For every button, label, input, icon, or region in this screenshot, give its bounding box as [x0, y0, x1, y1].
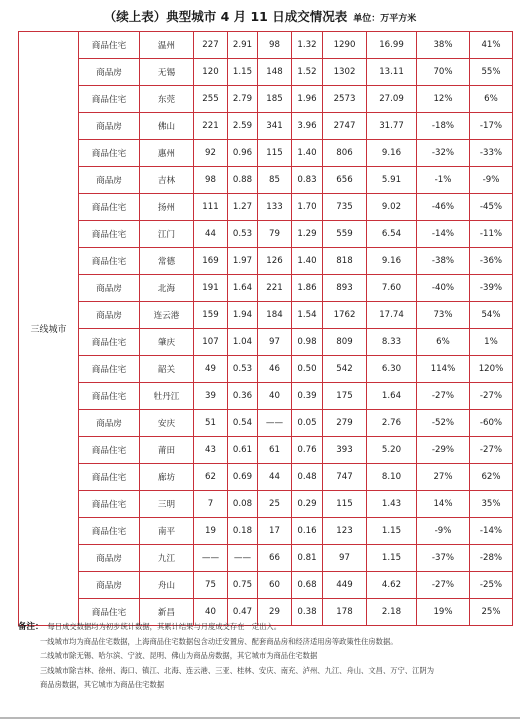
percent-cell: -46%	[417, 194, 470, 221]
percent-cell: -18%	[417, 113, 470, 140]
value-cell: 0.75	[228, 572, 258, 599]
city-cell: 无锡	[140, 59, 194, 86]
title-text: （续上表）典型城市 4 月 11 日成交情况表	[103, 9, 348, 24]
value-cell: 0.81	[292, 545, 323, 572]
city-cell: 韶关	[140, 356, 194, 383]
city-cell: 肇庆	[140, 329, 194, 356]
city-cell: 新昌	[140, 599, 194, 626]
value-cell: 5.20	[367, 437, 417, 464]
value-cell: 1.64	[367, 383, 417, 410]
housing-type-cell: 商品住宅	[79, 518, 140, 545]
percent-cell: -27%	[417, 572, 470, 599]
value-cell: 1.04	[228, 329, 258, 356]
table-row	[19, 86, 513, 113]
percent-cell: -33%	[470, 140, 513, 167]
value-cell: 1762	[323, 302, 367, 329]
value-cell: 1.54	[292, 302, 323, 329]
value-cell: 66	[258, 545, 292, 572]
housing-type-cell: 商品住宅	[79, 32, 140, 59]
city-cell: 廊坊	[140, 464, 194, 491]
housing-type-cell: 商品住宅	[79, 383, 140, 410]
value-cell: 0.88	[228, 167, 258, 194]
table-row	[19, 221, 513, 248]
percent-cell: -14%	[470, 518, 513, 545]
value-cell: 17.74	[367, 302, 417, 329]
value-cell: 85	[258, 167, 292, 194]
percent-cell: -39%	[470, 275, 513, 302]
value-cell: 17	[258, 518, 292, 545]
housing-type-cell: 商品房	[79, 59, 140, 86]
value-cell: 341	[258, 113, 292, 140]
value-cell: 7.60	[367, 275, 417, 302]
value-cell: 2.18	[367, 599, 417, 626]
value-cell: 1302	[323, 59, 367, 86]
value-cell: 169	[194, 248, 228, 275]
housing-type-cell: 商品房	[79, 410, 140, 437]
percent-cell: 41%	[470, 32, 513, 59]
value-cell: 159	[194, 302, 228, 329]
value-cell: ——	[194, 545, 228, 572]
percent-cell: 1%	[470, 329, 513, 356]
percent-cell: 14%	[417, 491, 470, 518]
value-cell: 133	[258, 194, 292, 221]
value-cell: 31.77	[367, 113, 417, 140]
value-cell: 393	[323, 437, 367, 464]
value-cell: 542	[323, 356, 367, 383]
housing-type-cell: 商品房	[79, 545, 140, 572]
value-cell: 9.16	[367, 248, 417, 275]
city-cell: 三明	[140, 491, 194, 518]
housing-type-cell: 商品住宅	[79, 356, 140, 383]
value-cell: 0.76	[292, 437, 323, 464]
value-cell: 107	[194, 329, 228, 356]
value-cell: 1.40	[292, 248, 323, 275]
value-cell: 0.68	[292, 572, 323, 599]
percent-cell: -37%	[417, 545, 470, 572]
value-cell: 111	[194, 194, 228, 221]
value-cell: 0.54	[228, 410, 258, 437]
value-cell: 97	[323, 545, 367, 572]
value-cell: 0.47	[228, 599, 258, 626]
city-cell: 九江	[140, 545, 194, 572]
value-cell: 227	[194, 32, 228, 59]
housing-type-cell: 商品房	[79, 572, 140, 599]
value-cell: 1.29	[292, 221, 323, 248]
city-cell: 莆田	[140, 437, 194, 464]
city-cell: 牡丹江	[140, 383, 194, 410]
percent-cell: 62%	[470, 464, 513, 491]
percent-cell: 6%	[470, 86, 513, 113]
value-cell: 115	[323, 491, 367, 518]
table-row	[19, 383, 513, 410]
page-title	[0, 7, 520, 25]
table-row	[19, 59, 513, 86]
value-cell: 178	[323, 599, 367, 626]
value-cell: 5.91	[367, 167, 417, 194]
value-cell: 19	[194, 518, 228, 545]
table-row	[19, 491, 513, 518]
value-cell: 13.11	[367, 59, 417, 86]
city-cell: 吉林	[140, 167, 194, 194]
percent-cell: 38%	[417, 32, 470, 59]
percent-cell: -40%	[417, 275, 470, 302]
value-cell: 0.29	[292, 491, 323, 518]
table-row	[19, 329, 513, 356]
value-cell: 0.69	[228, 464, 258, 491]
percent-cell: -27%	[417, 383, 470, 410]
value-cell: 0.05	[292, 410, 323, 437]
percent-cell: -45%	[470, 194, 513, 221]
value-cell: 123	[323, 518, 367, 545]
value-cell: ——	[258, 410, 292, 437]
value-cell: 29	[258, 599, 292, 626]
percent-cell: 27%	[417, 464, 470, 491]
value-cell: 2573	[323, 86, 367, 113]
percent-cell: -60%	[470, 410, 513, 437]
table-row	[19, 32, 513, 59]
percent-cell: -28%	[470, 545, 513, 572]
value-cell: 2.79	[228, 86, 258, 113]
value-cell: 9.16	[367, 140, 417, 167]
value-cell: 9.02	[367, 194, 417, 221]
value-cell: 79	[258, 221, 292, 248]
city-cell: 佛山	[140, 113, 194, 140]
percent-cell: -9%	[470, 167, 513, 194]
value-cell: 40	[194, 599, 228, 626]
percent-cell: 25%	[470, 599, 513, 626]
value-cell: 39	[194, 383, 228, 410]
value-cell: 0.08	[228, 491, 258, 518]
percent-cell: -36%	[470, 248, 513, 275]
value-cell: 0.50	[292, 356, 323, 383]
housing-type-cell: 商品房	[79, 302, 140, 329]
value-cell: 44	[194, 221, 228, 248]
value-cell: 279	[323, 410, 367, 437]
value-cell: 0.48	[292, 464, 323, 491]
value-cell: 0.98	[292, 329, 323, 356]
value-cell: 893	[323, 275, 367, 302]
city-cell: 连云港	[140, 302, 194, 329]
value-cell: 43	[194, 437, 228, 464]
table-row	[19, 437, 513, 464]
housing-type-cell: 商品住宅	[79, 464, 140, 491]
table-row	[19, 302, 513, 329]
value-cell: 1.15	[367, 518, 417, 545]
value-cell: 0.53	[228, 221, 258, 248]
city-cell: 惠州	[140, 140, 194, 167]
value-cell: 1.86	[292, 275, 323, 302]
city-cell: 舟山	[140, 572, 194, 599]
value-cell: 8.33	[367, 329, 417, 356]
value-cell: 40	[258, 383, 292, 410]
table-row	[19, 572, 513, 599]
value-cell: 0.53	[228, 356, 258, 383]
value-cell: 184	[258, 302, 292, 329]
value-cell: 2.91	[228, 32, 258, 59]
value-cell: 1290	[323, 32, 367, 59]
note-line-5: 商品房数据，其它城市为商品住宅数据	[40, 680, 165, 689]
notes-section	[18, 620, 512, 693]
value-cell: 0.83	[292, 167, 323, 194]
percent-cell: 120%	[470, 356, 513, 383]
value-cell: 191	[194, 275, 228, 302]
value-cell: 8.10	[367, 464, 417, 491]
city-cell: 江门	[140, 221, 194, 248]
value-cell: 0.38	[292, 599, 323, 626]
value-cell: 2747	[323, 113, 367, 140]
value-cell: 1.97	[228, 248, 258, 275]
value-cell: 1.94	[228, 302, 258, 329]
city-cell: 安庆	[140, 410, 194, 437]
value-cell: 126	[258, 248, 292, 275]
value-cell: 1.40	[292, 140, 323, 167]
table-row	[19, 113, 513, 140]
value-cell: 2.76	[367, 410, 417, 437]
housing-type-cell: 商品住宅	[79, 194, 140, 221]
percent-cell: -27%	[470, 437, 513, 464]
value-cell: 1.70	[292, 194, 323, 221]
value-cell: 1.15	[228, 59, 258, 86]
value-cell: 25	[258, 491, 292, 518]
value-cell: 6.30	[367, 356, 417, 383]
note-line-1: 每日成交数据均为初步统计数据，其累计结果与月度成交存在一定出入。	[47, 622, 282, 631]
value-cell: 60	[258, 572, 292, 599]
value-cell: 1.32	[292, 32, 323, 59]
city-cell: 常德	[140, 248, 194, 275]
value-cell: 92	[194, 140, 228, 167]
housing-type-cell: 商品住宅	[79, 329, 140, 356]
value-cell: 1.52	[292, 59, 323, 86]
value-cell: 16.99	[367, 32, 417, 59]
value-cell: 75	[194, 572, 228, 599]
percent-cell: -38%	[417, 248, 470, 275]
percent-cell: 54%	[470, 302, 513, 329]
value-cell: 51	[194, 410, 228, 437]
table-row	[19, 545, 513, 572]
value-cell: 735	[323, 194, 367, 221]
housing-type-cell: 商品住宅	[79, 491, 140, 518]
region-cell: 三线城市	[19, 32, 79, 626]
value-cell: 120	[194, 59, 228, 86]
value-cell: 0.16	[292, 518, 323, 545]
table-row	[19, 464, 513, 491]
percent-cell: -17%	[470, 113, 513, 140]
value-cell: 1.27	[228, 194, 258, 221]
value-cell: 148	[258, 59, 292, 86]
table-row	[19, 518, 513, 545]
percent-cell: 70%	[417, 59, 470, 86]
value-cell: 46	[258, 356, 292, 383]
percent-cell: -9%	[417, 518, 470, 545]
housing-type-cell: 商品住宅	[79, 140, 140, 167]
percent-cell: -29%	[417, 437, 470, 464]
unit-label: 单位：万平方米	[353, 14, 417, 24]
notes-label: 备注：	[18, 622, 44, 632]
percent-cell: 73%	[417, 302, 470, 329]
value-cell: 2.59	[228, 113, 258, 140]
table-row	[19, 140, 513, 167]
value-cell: 7	[194, 491, 228, 518]
percent-cell: -14%	[417, 221, 470, 248]
city-cell: 温州	[140, 32, 194, 59]
value-cell: 0.96	[228, 140, 258, 167]
city-cell: 扬州	[140, 194, 194, 221]
table-row	[19, 248, 513, 275]
percent-cell: 114%	[417, 356, 470, 383]
value-cell: 1.15	[367, 545, 417, 572]
percent-cell: 12%	[417, 86, 470, 113]
table-row	[19, 356, 513, 383]
value-cell: 0.39	[292, 383, 323, 410]
value-cell: 221	[258, 275, 292, 302]
table-row	[19, 275, 513, 302]
percent-cell: -32%	[417, 140, 470, 167]
value-cell: 1.64	[228, 275, 258, 302]
value-cell: ——	[228, 545, 258, 572]
value-cell: 27.09	[367, 86, 417, 113]
percent-cell: -27%	[470, 383, 513, 410]
value-cell: 3.96	[292, 113, 323, 140]
percent-cell: 55%	[470, 59, 513, 86]
value-cell: 62	[194, 464, 228, 491]
housing-type-cell: 商品住宅	[79, 221, 140, 248]
value-cell: 49	[194, 356, 228, 383]
value-cell: 98	[258, 32, 292, 59]
percent-cell: -25%	[470, 572, 513, 599]
value-cell: 818	[323, 248, 367, 275]
percent-cell: 35%	[470, 491, 513, 518]
percent-cell: 19%	[417, 599, 470, 626]
note-line-4: 三线城市除吉林、徐州、海口、镇江、北海、连云港、三亚、桂林、安庆、南充、泸州、九江、舟山、文昌、万宁、江阴为	[40, 665, 435, 675]
value-cell: 97	[258, 329, 292, 356]
percent-cell: 6%	[417, 329, 470, 356]
percent-cell: -11%	[470, 221, 513, 248]
value-cell: 44	[258, 464, 292, 491]
value-cell: 6.54	[367, 221, 417, 248]
value-cell: 255	[194, 86, 228, 113]
value-cell: 221	[194, 113, 228, 140]
housing-type-cell: 商品住宅	[79, 599, 140, 626]
note-line-3: 二线城市除无锡、哈尔滨、宁波、昆明、佛山为商品房数据，其它城市为商品住宅数据	[40, 651, 318, 660]
city-cell: 南平	[140, 518, 194, 545]
value-cell: 806	[323, 140, 367, 167]
value-cell: 0.36	[228, 383, 258, 410]
table-row	[19, 194, 513, 221]
note-line-2: 一线城市均为商品住宅数据，上海商品住宅数据包含动迁安置房、配套商品房和经济适用房等政策性住房数据。	[40, 636, 398, 646]
value-cell: 1.43	[367, 491, 417, 518]
value-cell: 559	[323, 221, 367, 248]
table-row	[19, 167, 513, 194]
value-cell: 747	[323, 464, 367, 491]
value-cell: 656	[323, 167, 367, 194]
housing-type-cell: 商品房	[79, 167, 140, 194]
housing-type-cell: 商品住宅	[79, 86, 140, 113]
value-cell: 61	[258, 437, 292, 464]
value-cell: 0.61	[228, 437, 258, 464]
table-row	[19, 410, 513, 437]
housing-type-cell: 商品房	[79, 113, 140, 140]
value-cell: 98	[194, 167, 228, 194]
housing-type-cell: 商品房	[79, 275, 140, 302]
city-cell: 东莞	[140, 86, 194, 113]
transaction-table	[18, 31, 513, 626]
city-cell: 北海	[140, 275, 194, 302]
value-cell: 449	[323, 572, 367, 599]
value-cell: 809	[323, 329, 367, 356]
value-cell: 1.96	[292, 86, 323, 113]
housing-type-cell: 商品住宅	[79, 248, 140, 275]
value-cell: 185	[258, 86, 292, 113]
value-cell: 175	[323, 383, 367, 410]
percent-cell: -52%	[417, 410, 470, 437]
housing-type-cell: 商品住宅	[79, 437, 140, 464]
value-cell: 0.18	[228, 518, 258, 545]
value-cell: 115	[258, 140, 292, 167]
percent-cell: -1%	[417, 167, 470, 194]
value-cell: 4.62	[367, 572, 417, 599]
